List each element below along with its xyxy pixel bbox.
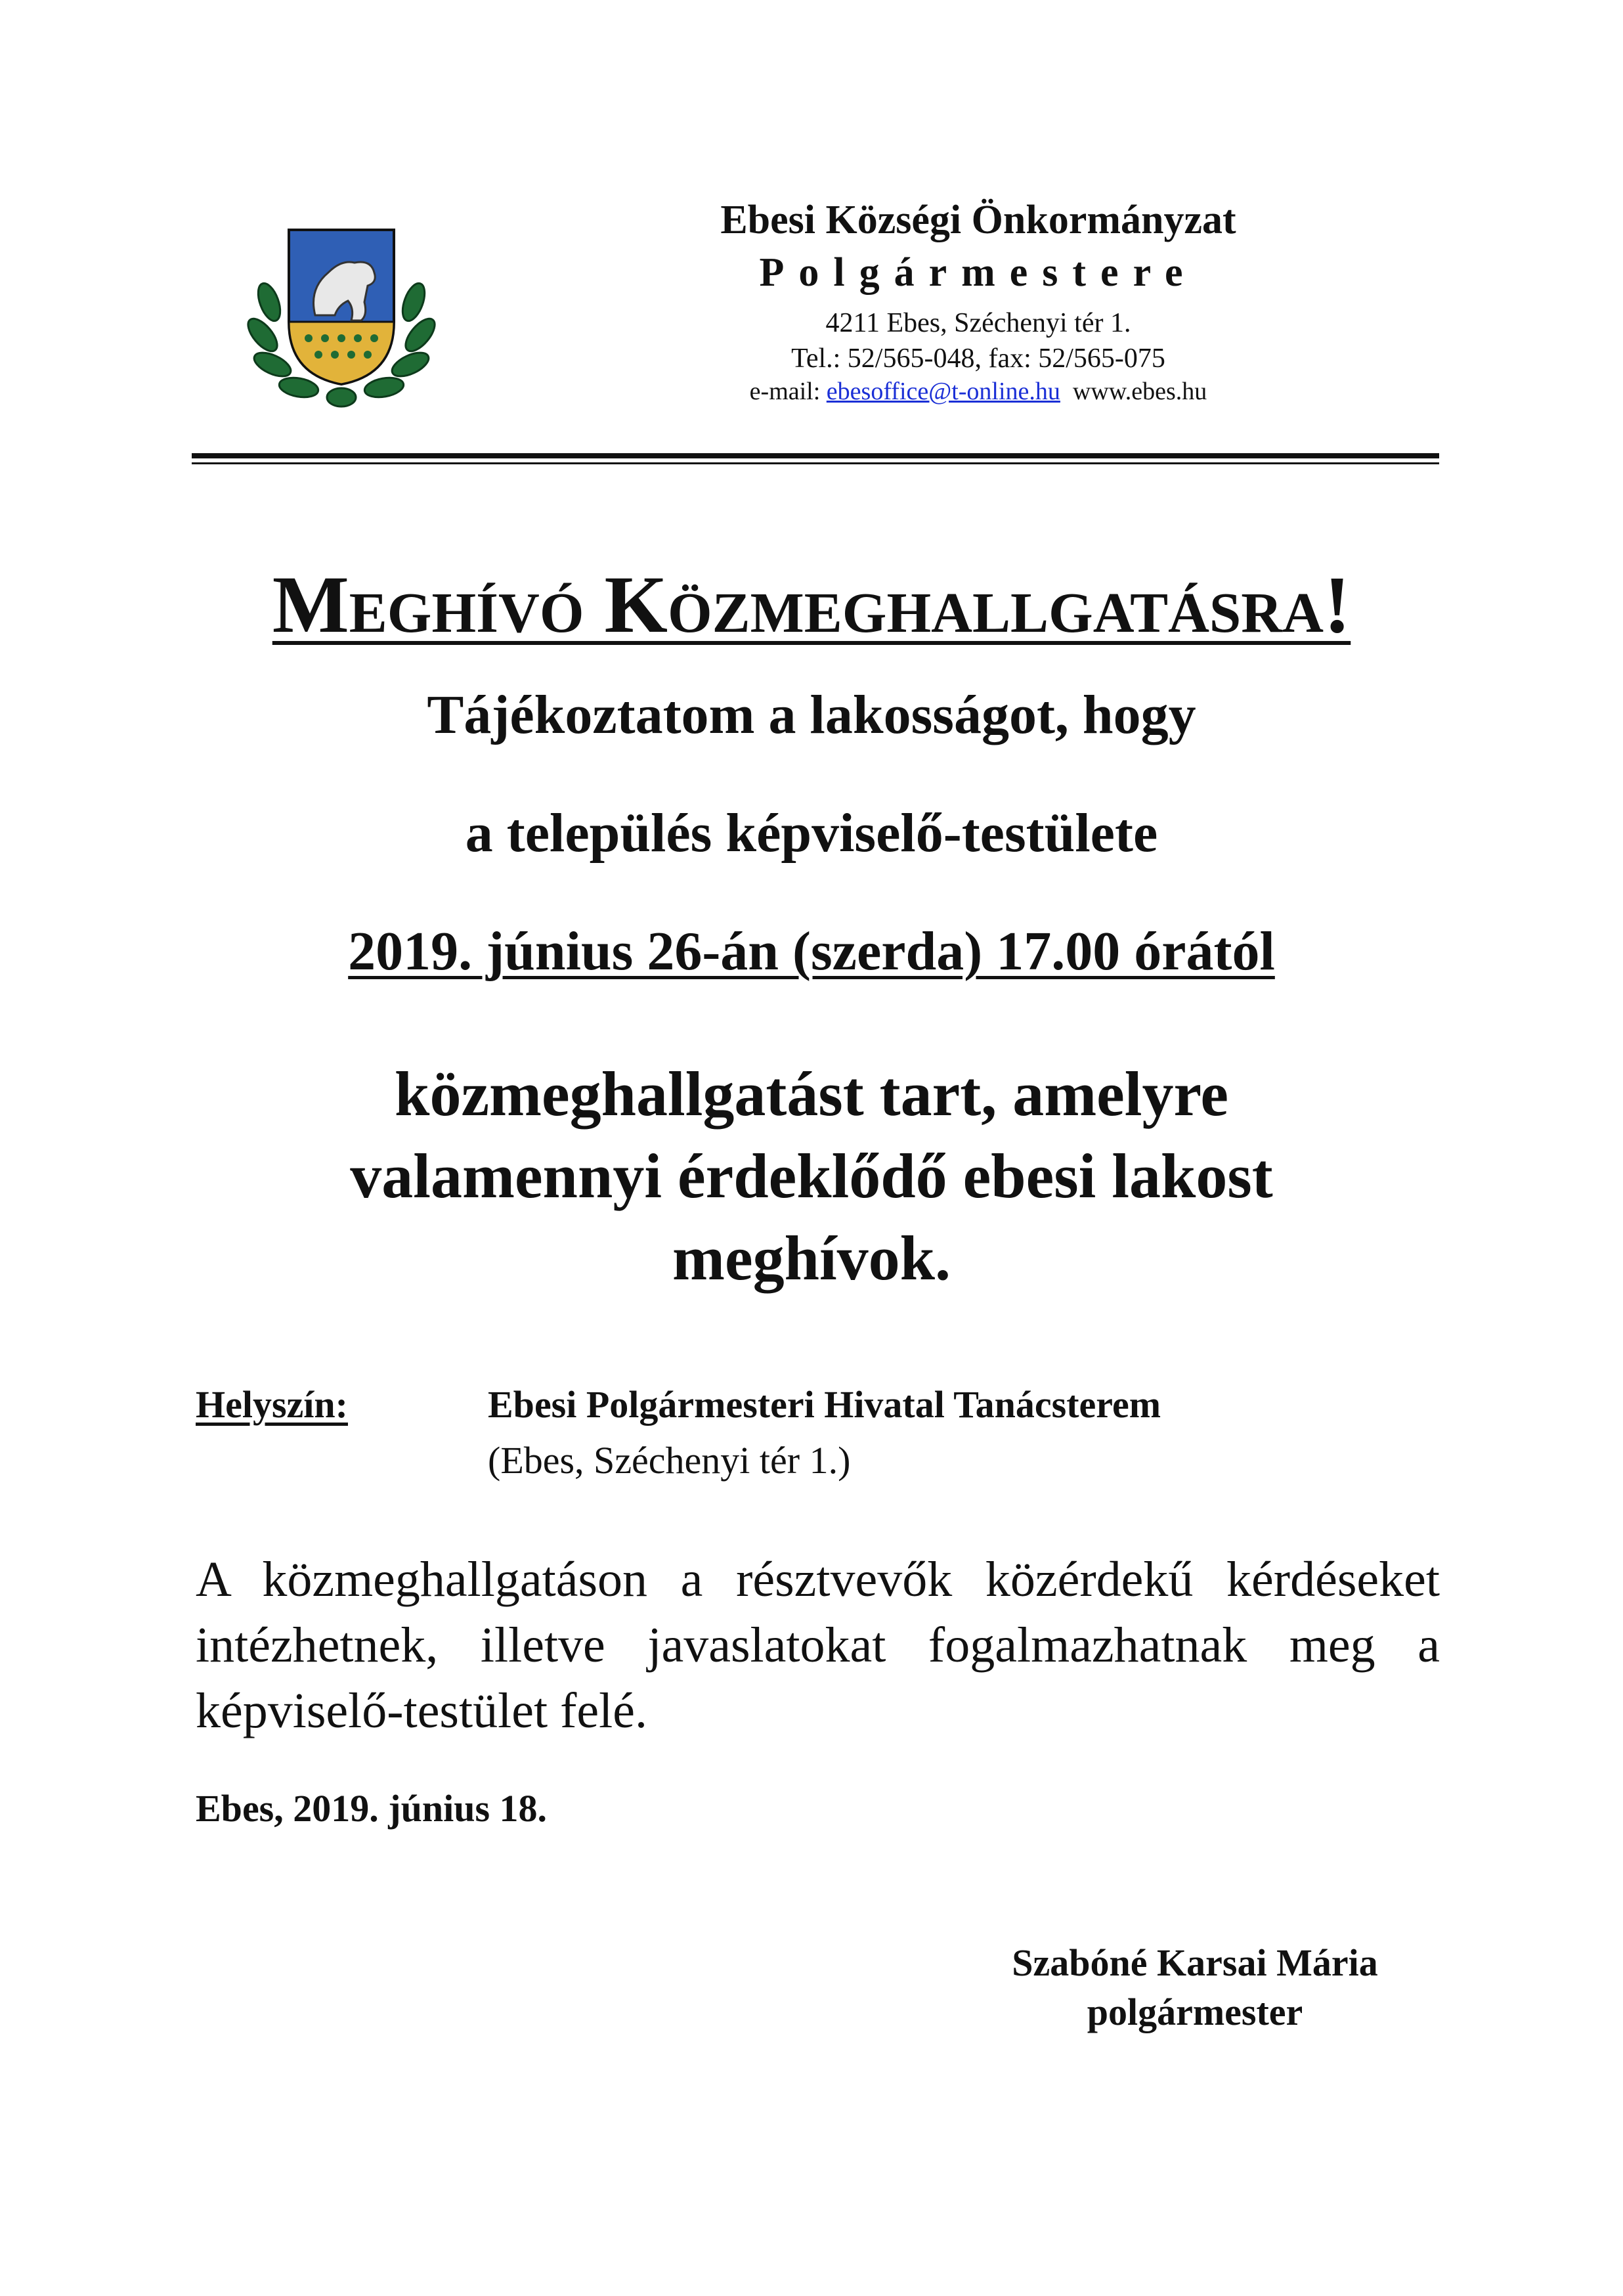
body-line: meghívok. <box>672 1223 951 1293</box>
signatory-name: Szabóné Karsai Mária <box>1012 1941 1378 1984</box>
body-line: közmeghallgatást tart, amelyre <box>395 1059 1228 1129</box>
location-address: (Ebes, Széchenyi tér 1.) <box>488 1439 851 1482</box>
coat-of-arms-icon <box>243 223 440 414</box>
header-divider-thin <box>192 462 1439 464</box>
organization-name: Ebesi Községi Önkormányzat <box>720 198 1236 242</box>
contact-line <box>657 377 1300 406</box>
address: 4211 Ebes, Széchenyi tér 1. <box>825 308 1131 338</box>
location-label: Helyszín: <box>196 1383 348 1426</box>
event-datetime: 2019. június 26-án (szerda) 17.00 órától <box>348 921 1275 982</box>
website: www.ebes.hu <box>1072 378 1207 405</box>
document-date: Ebes, 2019. június 18. <box>196 1787 548 1830</box>
signatory-role: polgármester <box>1087 1991 1303 2033</box>
header-divider-thick <box>192 453 1439 458</box>
phone-fax: Tel.: 52/565-048, fax: 52/565-075 <box>791 343 1165 374</box>
body-line: Tájékoztatom a lakosságot, hogy <box>427 684 1196 745</box>
spacer <box>1060 378 1073 405</box>
email-label: e-mail: <box>749 378 827 405</box>
body-line: a település képviselő-testülete <box>465 803 1158 864</box>
document-title: Meghívó Közmeghallgatásra! <box>272 560 1351 650</box>
office-name: Polgármestere <box>759 250 1198 295</box>
location-name: Ebesi Polgármesteri Hivatal Tanácsterem <box>488 1383 1161 1426</box>
body-line: valamennyi érdeklődő ebesi lakost <box>350 1141 1273 1211</box>
info-paragraph: A közmeghallgatáson a résztvevők közérdekű kérdéseket intézhetnek, illetve javaslatokat fogalmazhatnak meg a képviselő-testület felé. <box>196 1552 1440 1738</box>
email-link[interactable]: ebesoffice@t-online.hu <box>826 378 1060 405</box>
